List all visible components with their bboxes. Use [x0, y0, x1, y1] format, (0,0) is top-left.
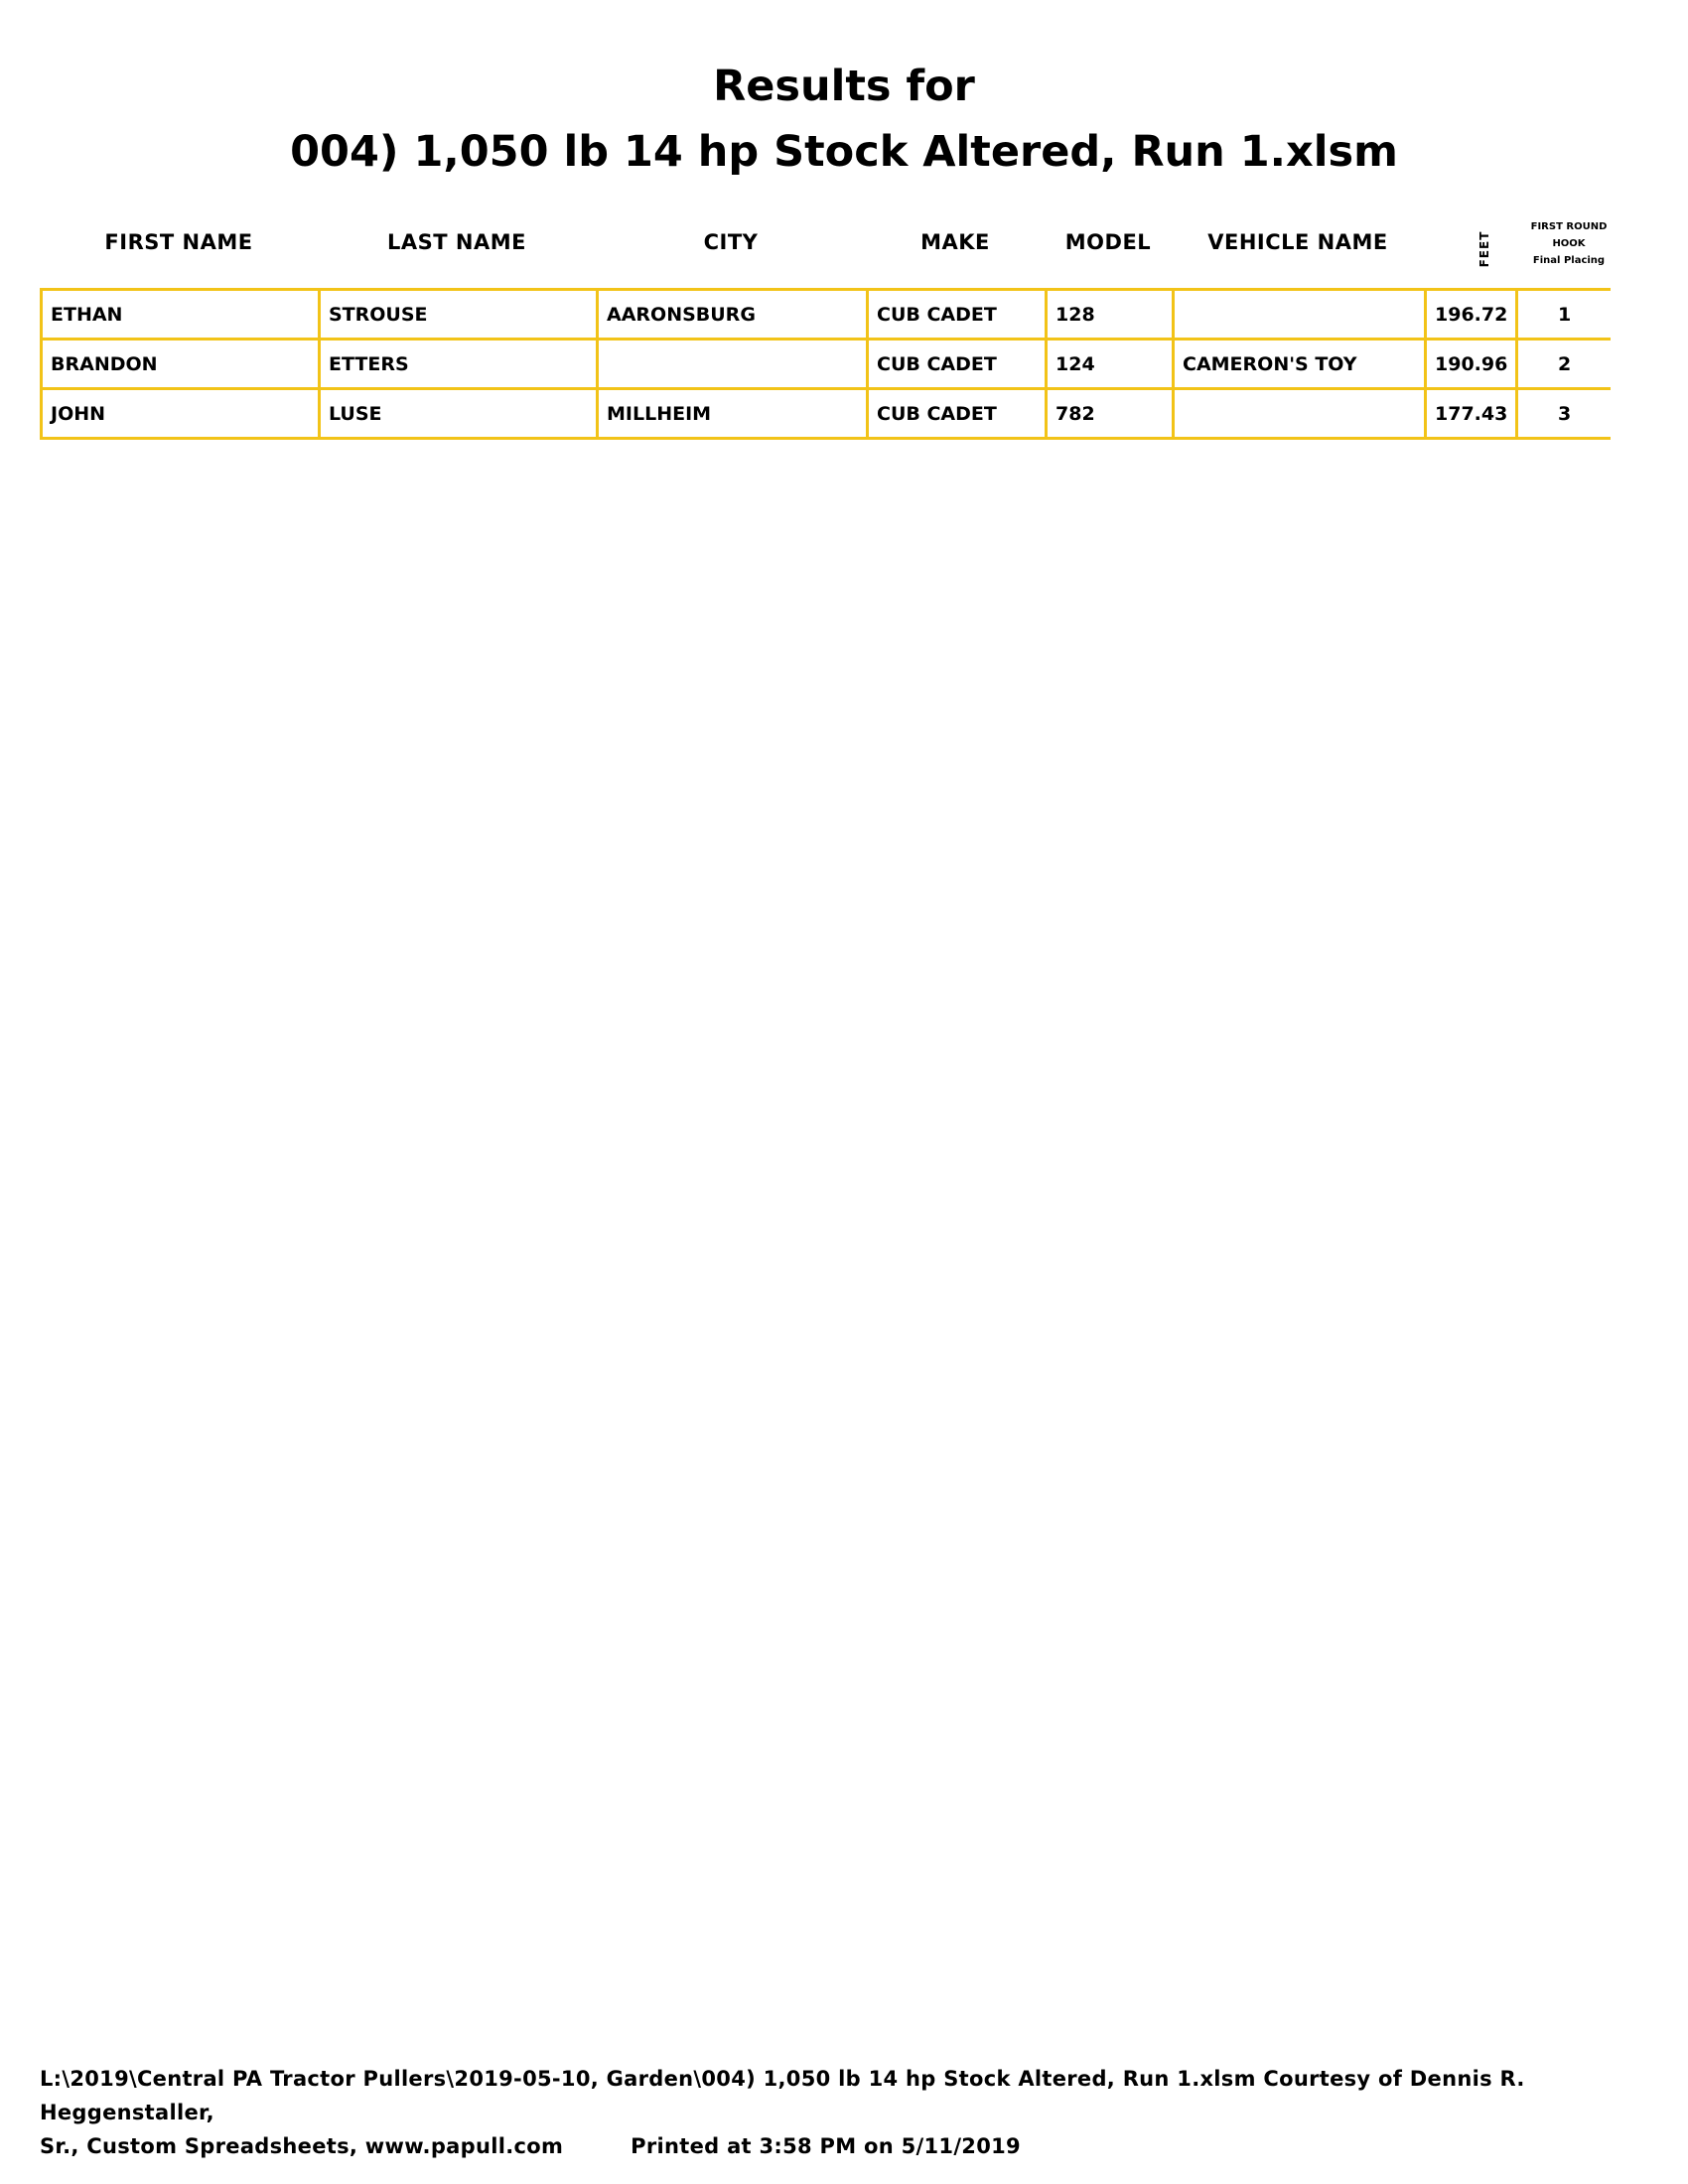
cell-last-name: LUSE: [320, 389, 598, 439]
cell-feet: 190.96: [1426, 340, 1517, 389]
title-line-2: 004) 1,050 lb 14 hp Stock Altered, Run 1.xlsm: [290, 127, 1398, 177]
footer-file-path: L:\2019\Central PA Tractor Pullers\2019-05-10, Garden\004) 1,050 lb 14 hp Stock Altered, Run 1.xlsm Courtesy of Dennis R. Heggenstaller,: [40, 2067, 1525, 2124]
cell-make: CUB CADET: [868, 389, 1047, 439]
cell-feet: 177.43: [1426, 389, 1517, 439]
cell-make: CUB CADET: [868, 340, 1047, 389]
footer-line-2: [40, 2129, 1668, 2163]
cell-last-name: STROUSE: [320, 290, 598, 340]
cell-model: 124: [1047, 340, 1174, 389]
results-table: [40, 288, 1611, 440]
table-row: [42, 389, 1611, 439]
header-vehicle-name: VEHICLE NAME: [1207, 230, 1388, 254]
cell-city: AARONSBURG: [598, 290, 868, 340]
footer: [40, 2062, 1668, 2163]
cell-first-name: BRANDON: [42, 340, 320, 389]
header-hook-line1: FIRST ROUND: [1530, 221, 1608, 232]
cell-vehicle-name: [1174, 290, 1426, 340]
header-model: MODEL: [1064, 230, 1152, 254]
header-city: CITY: [703, 230, 759, 254]
cell-feet: 196.72: [1426, 290, 1517, 340]
cell-city: [598, 340, 868, 389]
cell-model: 782: [1047, 389, 1174, 439]
table-row: [42, 340, 1611, 389]
cell-last-name: ETTERS: [320, 340, 598, 389]
cell-first-name: ETHAN: [42, 290, 320, 340]
cell-model: 128: [1047, 290, 1174, 340]
header-hook: [1521, 218, 1617, 269]
header-hook-line3: Final Placing: [1532, 255, 1606, 266]
cell-place: 3: [1517, 389, 1611, 439]
header-make: MAKE: [920, 230, 990, 254]
header-hook-line2: HOOK: [1552, 238, 1586, 249]
header-first-name: FIRST NAME: [104, 230, 253, 254]
cell-vehicle-name: CAMERON'S TOY: [1174, 340, 1426, 389]
cell-city: MILLHEIM: [598, 389, 868, 439]
header-feet: FEET: [1477, 230, 1491, 268]
footer-printed-time: Printed at 3:58 PM on 5/11/2019: [631, 2134, 1021, 2158]
title-line-1: Results for: [713, 62, 975, 111]
header-last-name: LAST NAME: [387, 230, 526, 254]
cell-make: CUB CADET: [868, 290, 1047, 340]
table-row: [42, 290, 1611, 340]
cell-first-name: JOHN: [42, 389, 320, 439]
cell-place: 2: [1517, 340, 1611, 389]
cell-place: 1: [1517, 290, 1611, 340]
cell-vehicle-name: [1174, 389, 1426, 439]
footer-credit: Sr., Custom Spreadsheets, www.papull.com: [40, 2134, 564, 2158]
